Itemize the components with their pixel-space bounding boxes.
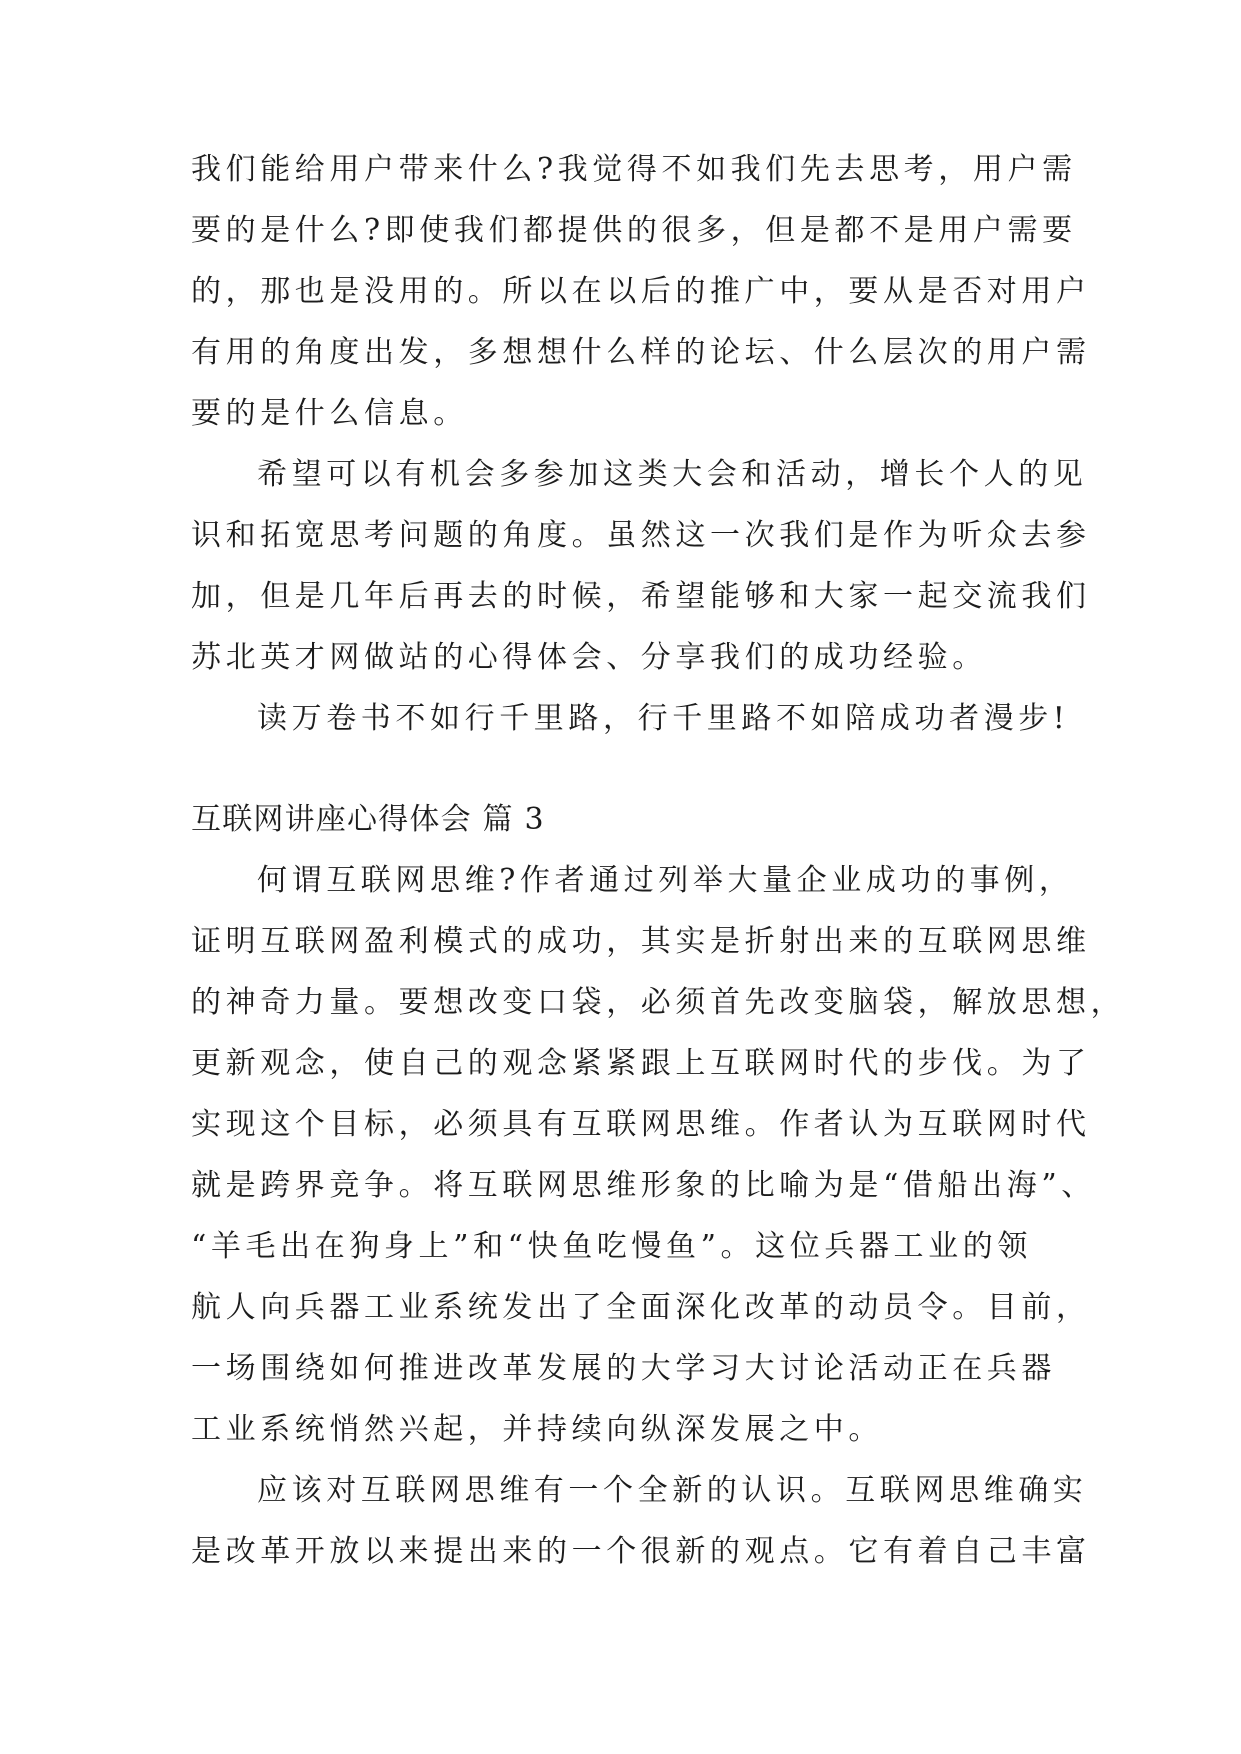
body-text-line: 何谓互联网思维?作者通过列举大量企业成功的事例， [257,863,1074,898]
body-text-line: 是改革开放以来提出来的一个很新的观点。它有着自己丰富 [191,1534,1091,1569]
body-text-line: 的，那也是没用的。所以在以后的推广中，要从是否对用户 [191,274,1091,309]
body-text-line: 航人向兵器工业系统发出了全面深化改革的动员令。目前， [191,1290,1091,1325]
body-text-line: 苏北英才网做站的心得体会、分享我们的成功经验。 [191,640,987,675]
body-text-line: 应该对互联网思维有一个全新的认识。互联网思维确实 [257,1473,1088,1508]
body-text-line: “羊毛出在狗身上”和“快鱼吃慢鱼”。这位兵器工业的领 [191,1229,1032,1264]
section-heading: 互联网讲座心得体会 篇 3 [191,802,545,837]
body-text-line: 有用的角度出发，多想想什么样的论坛、什么层次的用户需 [191,335,1091,370]
body-text-line: 一场围绕如何推进改革发展的大学习大讨论活动正在兵器 [191,1351,1056,1386]
body-text-line: 更新观念，使自己的观念紧紧跟上互联网时代的步伐。为了 [191,1046,1091,1081]
body-text-line: 加，但是几年后再去的时候，希望能够和大家一起交流我们 [191,579,1091,614]
body-text-line: 我们能给用户带来什么?我觉得不如我们先去思考，用户需 [191,152,1077,187]
body-text-line: 希望可以有机会多参加这类大会和活动，增长个人的见 [257,457,1088,492]
body-text-line: 证明互联网盈利模式的成功，其实是折射出来的互联网思维 [191,924,1091,959]
body-text-line: 要的是什么信息。 [191,396,468,431]
body-text-line: 工业系统悄然兴起，并持续向纵深发展之中。 [191,1412,883,1447]
body-text-line: 就是跨界竞争。将互联网思维形象的比喻为是“借船出海”、 [191,1168,1096,1203]
body-text-line: 实现这个目标，必须具有互联网思维。作者认为互联网时代 [191,1107,1091,1142]
body-text-line: 的神奇力量。要想改变口袋，必须首先改变脑袋，解放思想， [191,985,1126,1020]
body-text-line: 要的是什么?即使我们都提供的很多，但是都不是用户需要 [191,213,1077,248]
body-text-line: 读万卷书不如行千里路，行千里路不如陪成功者漫步! [257,701,1070,736]
body-text-line: 识和拓宽思考问题的角度。虽然这一次我们是作为听众去参 [191,518,1091,553]
